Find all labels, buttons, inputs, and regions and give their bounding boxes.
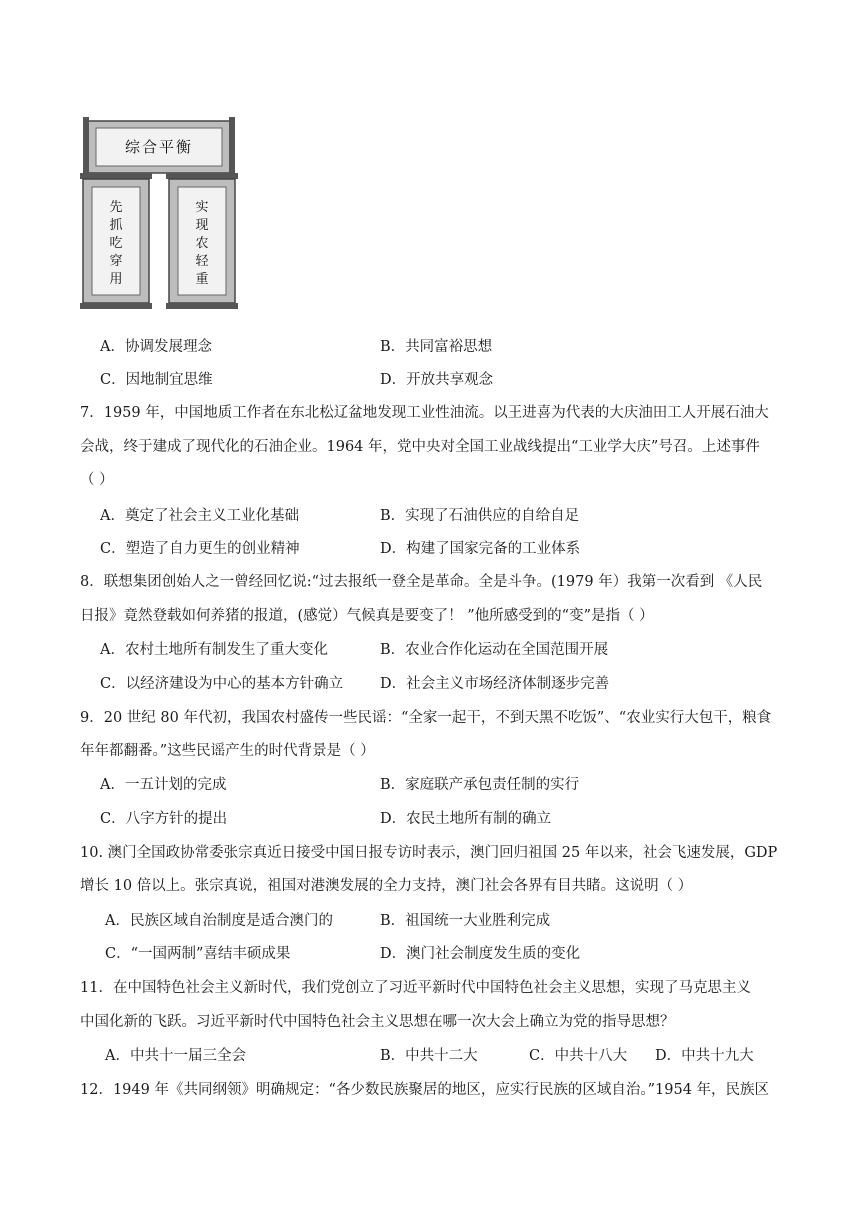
- right-scroll-char-3: 轻: [195, 254, 209, 269]
- q6-option-a: A．协调发展理念: [100, 339, 212, 355]
- top-scroll: [83, 117, 235, 177]
- scroll-couplet-figure: [80, 113, 238, 313]
- q10-option-c: C．“一国两制”喜结丰硕成果: [105, 946, 291, 962]
- left-scroll-char-3: 穿: [109, 254, 123, 269]
- left-scroll-char-1: 抓: [109, 218, 123, 233]
- q6-option-d: D．开放共享观念: [380, 372, 494, 388]
- q11-option-a: A．中共十一届三全会: [105, 1048, 246, 1064]
- q9-option-b: B．家庭联产承包责任制的实行: [380, 777, 580, 793]
- q11-line-1: 11．在中国特色社会主义新时代，我们党创立了习近平新时代中国特色社会主义思想，实现了马克思主义: [80, 980, 751, 996]
- right-scroll-char-4: 重: [195, 272, 209, 287]
- q11-option-b: B．中共十二大: [380, 1048, 478, 1064]
- left-scroll-char-0: 先: [109, 200, 123, 215]
- q8-line-1: 8．联想集团创始人之一曾经回忆说:“过去报纸一登全是革命。全是斗争。(1979 年）我第一次看到 《人民: [80, 574, 763, 590]
- q7-option-c: C．塑造了自力更生的创业精神: [100, 541, 300, 557]
- left-scroll-char-4: 用: [109, 272, 123, 287]
- q10-line-1: 10. 澳门全国政协常委张宗真近日接受中国日报专访时表示，澳门回归祖国 25 年以来，社会飞速发展，GDP: [80, 845, 778, 861]
- top-scroll-text: 综合平衡: [124, 138, 194, 156]
- q12-line-1: 12．1949 年《共同纲领》明确规定：“各少数民族聚居的地区，应实行民族的区域自治。”1954 年，民族区: [80, 1082, 770, 1098]
- left-scroll: [80, 173, 152, 309]
- q9-line-1: 9．20 世纪 80 年代初，我国农村盛传一些民谣：“全家一起干，不到天黑不吃饭”、“农业实行大包干，粮食: [80, 710, 772, 726]
- q11-line-2: 中国化新的飞跃。习近平新时代中国特色社会主义思想在哪一次大会上确立为党的指导思想？: [80, 1014, 675, 1030]
- q7-line-2: 会战，终于建成了现代化的石油企业。1964 年，党中央对全国工业战线提出“工业学大庆”号召。上述事件: [80, 439, 760, 455]
- q8-option-c: C．以经济建设为中心的基本方针确立: [100, 676, 344, 692]
- q10-option-d: D．澳门社会制度发生质的变化: [380, 946, 581, 962]
- q7-line-3: （ ）: [80, 472, 114, 488]
- q8-option-b: B．农业合作化运动在全国范围开展: [380, 642, 609, 658]
- q8-option-d: D．社会主义市场经济体制逐步完善: [380, 676, 610, 692]
- q7-option-b: B．实现了石油供应的自给自足: [380, 508, 580, 524]
- q10-option-a: A．民族区域自治制度是适合澳门的: [105, 913, 333, 929]
- q9-line-2: 年年都翻番。”这些民谣产生的时代背景是（ ）: [80, 743, 375, 759]
- right-scroll-char-1: 现: [195, 218, 209, 233]
- q8-option-a: A．农村土地所有制发生了重大变化: [100, 642, 328, 658]
- q6-option-c: C．因地制宜思维: [100, 372, 213, 388]
- left-scroll-char-2: 吃: [109, 236, 123, 251]
- q9-option-a: A．一五计划的完成: [100, 777, 227, 793]
- q9-option-d: D．农民土地所有制的确立: [380, 811, 552, 827]
- q7-option-a: A．奠定了社会主义工业化基础: [100, 508, 299, 524]
- q7-line-1: 7．1959 年，中国地质工作者在东北松辽盆地发现工业性油流。以王进喜为代表的大庆油田工人开展石油大: [80, 405, 769, 421]
- right-scroll-char-0: 实: [195, 200, 209, 215]
- q7-option-d: D．构建了国家完备的工业体系: [380, 541, 581, 557]
- q10-option-b: B．祖国统一大业胜利完成: [380, 913, 551, 929]
- q8-line-2: 日报》竟然登载如何养猪的报道，(感觉）气候真是要变了！ ”他所感受到的“变”是指（ ）: [80, 608, 654, 624]
- q11-option-c: C．中共十八大: [529, 1048, 628, 1064]
- right-scroll: [166, 173, 238, 309]
- q11-option-d: D．中共十九大: [655, 1048, 754, 1064]
- q9-option-c: C．八字方针的提出: [100, 811, 228, 827]
- right-scroll-char-2: 农: [195, 236, 209, 251]
- q6-option-b: B．共同富裕思想: [380, 339, 493, 355]
- q10-line-2: 增长 10 倍以上。张宗真说，祖国对港澳发展的全力支持，澳门社会各界有目共睹。这说明（ ）: [80, 878, 693, 894]
